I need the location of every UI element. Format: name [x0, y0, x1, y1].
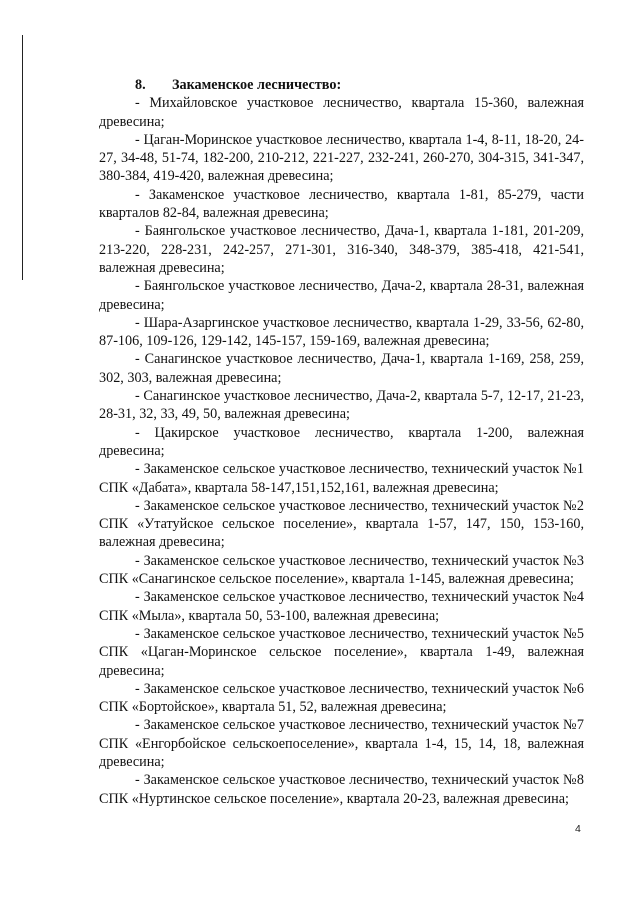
section-number: 8. — [135, 77, 146, 93]
list-item: - Закаменское сельское участковое лесничество, технический участок №7 СПК «Енгорбойское сельскоепоселение», квартала 1-4, 15, 14, 18, валежная древесина; — [99, 717, 584, 770]
section-title: Закаменское лесничество: — [172, 77, 342, 93]
list-item: - Баянгольское участковое лесничество, Дача-2, квартала 28-31, валежная древесина; — [99, 278, 584, 313]
section-heading — [99, 76, 584, 94]
list-item: - Цакирское участковое лесничество, квартала 1-200, валежная древесина; — [99, 424, 584, 459]
list-item: - Закаменское сельское участковое лесничество, технический участок №3 СПК «Санагинское сельское поселение», квартала 1-145, валежная древесина; — [99, 552, 584, 588]
list-item: - Цаган-Моринское участковое лесничество, квартала 1-4, 8-11, 18-20, 24-27, 34-48, 51-74, 182-200, 210-212, 221-227, 232-241, 260-270, 304-315, 341-347, 380-384, 419-420, валежная древесина; — [99, 131, 584, 185]
list-item: - Закаменское сельское участковое лесничество, технический участок №1 СПК «Дабата», квартала 58-147,151,152,161, валежная древесина; — [99, 461, 584, 496]
list-item: - Закаменское сельское участковое лесничество, технический участок №2 СПК «Утатуйское сельское поселение», квартала 1-57, 147, 150, 153-160, валежная древесина; — [99, 497, 584, 551]
list-item: - Закаменское сельское участковое лесничество, технический участок №5 СПК «Цаган-Моринское сельское поселение», квартала 1-49, валежная древесина; — [99, 625, 584, 679]
binding-margin-line — [22, 35, 23, 280]
list-item: - Михайловское участковое лесничество, квартала 15-360, валежная древесина; — [99, 95, 584, 130]
list-item: - Санагинское участковое лесничество, Дача-2, квартала 5-7, 12-17, 21-23, 28-31, 32, 33, 49, 50, валежная древесина; — [99, 388, 584, 423]
list-item: - Закаменское сельское участковое лесничество, технический участок №8 СПК «Нуртинское сельское поселение», квартала 20-23, валежная древесина; — [99, 772, 584, 807]
list-item: - Шара-Азаргинское участковое лесничество, квартала 1-29, 33-56, 62-80, 87-106, 109-126, 129-142, 145-157, 159-169, валежная древесина; — [99, 314, 584, 350]
list-item: - Баянгольское участковое лесничество, Дача-1, квартала 1-181, 201-209, 213-220, 228-231, 242-257, 271-301, 316-340, 348-379, 385-418, 421-541, валежная древесина; — [99, 223, 584, 276]
document-body — [99, 76, 584, 808]
list-item: - Закаменское сельское участковое лесничество, технический участок №4 СПК «Мыла», квартала 50, 53-100, валежная древесина; — [99, 589, 584, 624]
page-number: 4 — [575, 823, 581, 835]
list-item: - Закаменское участковое лесничество, квартала 1-81, 85-279, части кварталов 82-84, валежная древесина; — [99, 186, 584, 222]
list-item: - Закаменское сельское участковое лесничество, технический участок №6 СПК «Бортойское», квартала 51, 52, валежная древесина; — [99, 680, 584, 716]
list-item: - Санагинское участковое лесничество, Дача-1, квартала 1-169, 258, 259, 302, 303, валежная древесина; — [99, 351, 584, 386]
